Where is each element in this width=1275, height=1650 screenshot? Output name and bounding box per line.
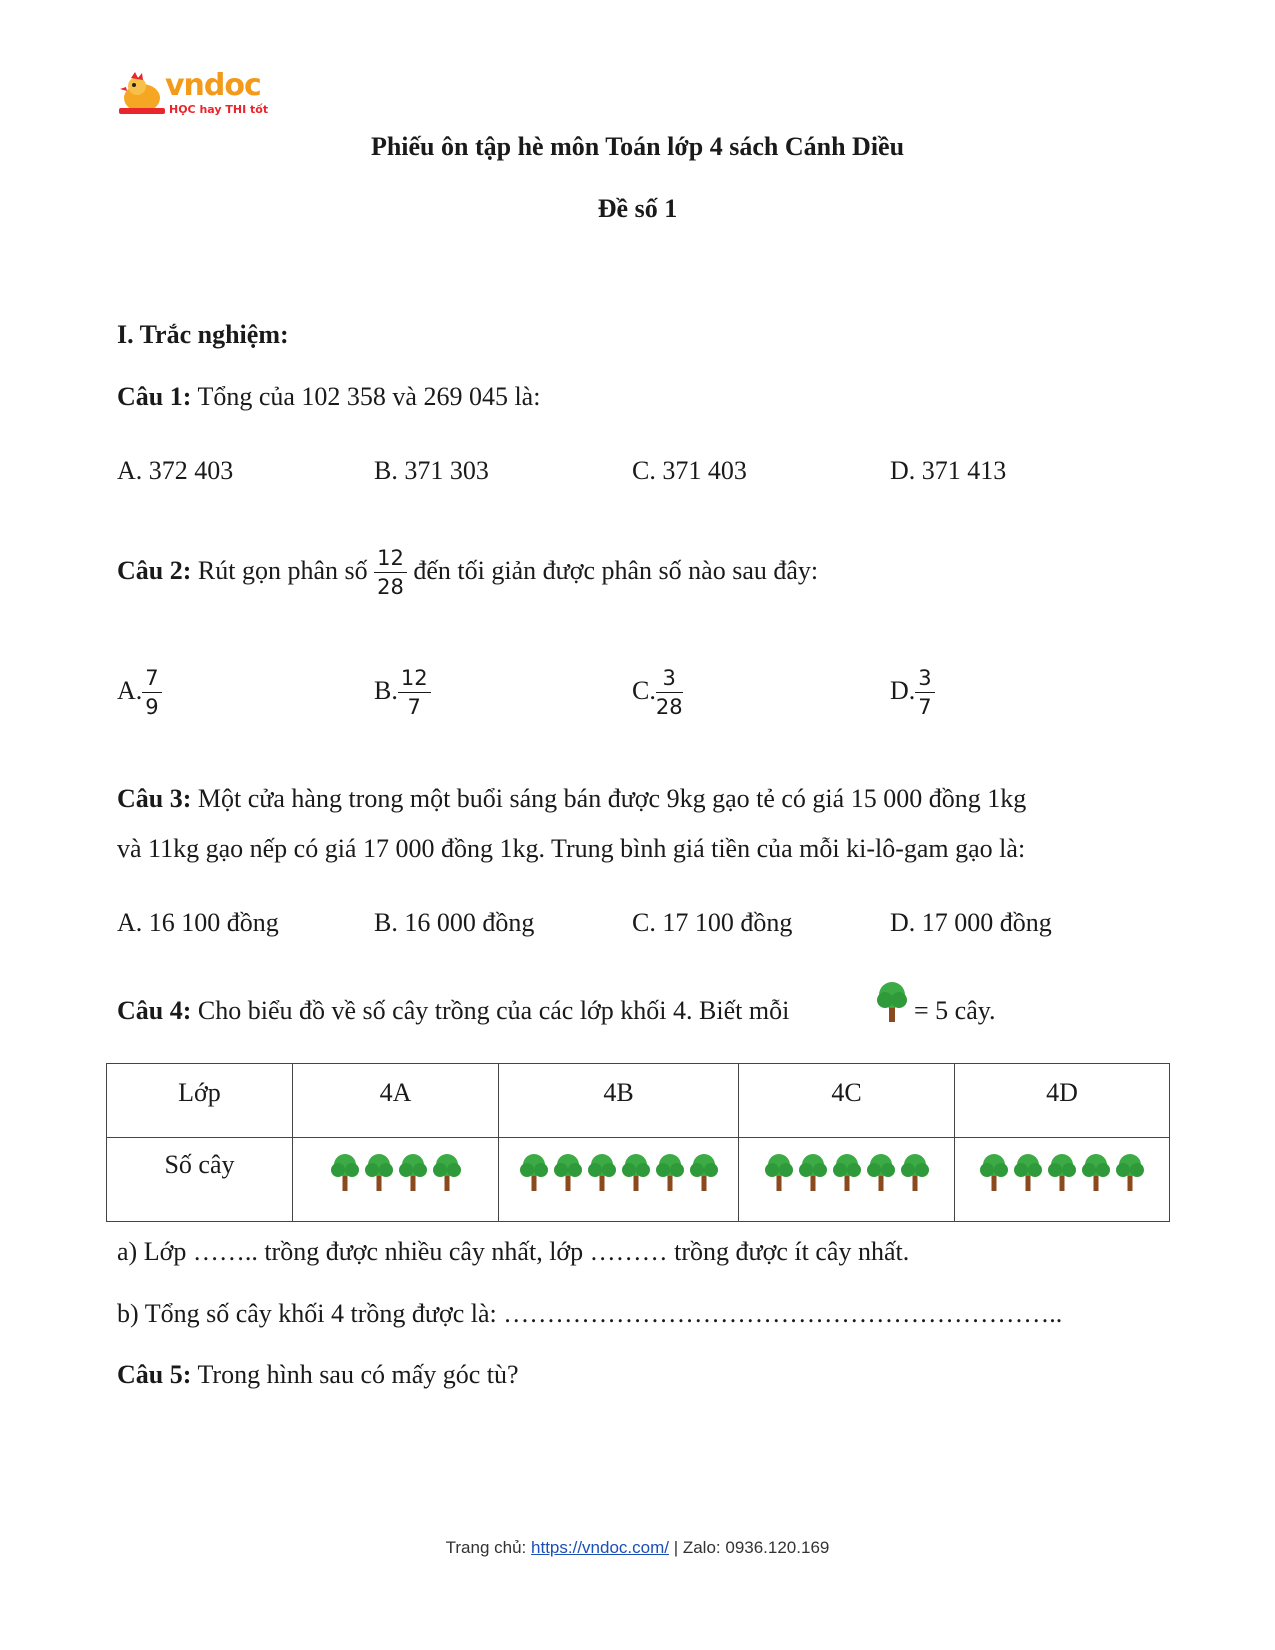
logo-wordmark: vndoc [165,68,261,103]
question-label: Câu 2: [117,556,192,586]
row-header-trees: Số cây [107,1138,293,1222]
trees-cell-4c [739,1138,955,1222]
fraction-denominator: 28 [377,575,404,600]
question-label: Câu 4: [117,996,192,1025]
q2-option-d [890,667,935,719]
question-text: Trong hình sau có mấy góc tù? [197,1360,519,1389]
tree-icon [518,1152,550,1199]
fraction [142,667,161,719]
table-row [107,1138,1170,1222]
question-text: Cho biểu đồ về số cây trồng của các lớp khối 4. Biết mỗi [197,996,790,1025]
question-1 [117,382,540,412]
tree-group [763,1150,931,1199]
tree-icon [1046,1152,1078,1199]
question-4a: a) Lớp …….. trồng được nhiều cây nhất, lớp ……… trồng được ít cây nhất. [117,1237,910,1266]
footer-prefix: Trang chủ: [445,1538,527,1557]
fraction [398,667,431,719]
fraction [656,667,683,719]
question-3-line-2: và 11kg gạo nếp có giá 17 000 đồng 1kg. Trung bình giá tiền của mỗi ki-lô-gam gạo là: [117,834,1026,863]
tree-icon [899,1152,931,1199]
tree-group [978,1150,1146,1199]
question-label: Câu 5: [117,1360,192,1389]
option-letter: D. [890,676,916,706]
question-2 [117,547,818,599]
fraction-denominator: 9 [145,695,159,720]
tree-icon [763,1152,795,1199]
tree-group [329,1150,463,1199]
tree-icon [1012,1152,1044,1199]
q3-option-b: B. 16 000 đồng [374,908,535,937]
logo-slogan: HỌC hay THI tốt [169,103,269,116]
class-4a: 4A [293,1064,499,1138]
tree-icon [586,1152,618,1199]
question-label: Câu 1: [117,382,192,411]
fraction-numerator: 7 [142,667,161,693]
option-letter: C. [632,676,656,706]
tree-icon [397,1152,429,1199]
question-text: đến tối giản được phân số nào sau đây: [413,556,819,586]
option-letter: B. [374,676,398,706]
tree-icon [654,1152,686,1199]
fraction-numerator: 3 [656,667,683,693]
tree-chart-table [106,1063,1170,1222]
page-footer [0,1538,1275,1558]
class-4c: 4C [739,1064,955,1138]
fraction-numerator: 3 [915,667,934,693]
q3-option-c: C. 17 100 đồng [632,908,793,937]
question-5 [117,1360,519,1390]
question-4 [117,996,789,1026]
q3-option-d: D. 17 000 đồng [890,908,1052,937]
q1-option-d: D. 371 413 [890,456,1007,485]
tree-icon [865,1152,897,1199]
tree-icon [620,1152,652,1199]
class-4b: 4B [499,1064,739,1138]
fraction-denominator: 28 [655,695,683,720]
tree-icon [797,1152,829,1199]
tree-icon [329,1152,361,1199]
q1-option-c: C. 371 403 [632,456,747,485]
tree-icon [688,1152,720,1199]
tree-icon [363,1152,395,1199]
q1-option-a: A. 372 403 [117,456,234,485]
tree-icon [1114,1152,1146,1199]
tree-legend-value: = 5 cây. [914,996,996,1025]
option-letter: A. [117,676,143,706]
fraction-denominator: 7 [918,695,932,720]
trees-cell-4d [955,1138,1170,1222]
tree-icon [552,1152,584,1199]
q3-option-a: A. 16 100 đồng [117,908,279,937]
vndoc-logo [117,68,277,120]
page-subtitle: Đề số 1 [597,194,678,223]
question-text: Tổng của 102 358 và 269 045 là: [197,382,541,411]
tree-icon [831,1152,863,1199]
class-4d: 4D [955,1064,1170,1138]
trees-cell-4a [293,1138,499,1222]
footer-contact: | Zalo: 0936.120.169 [673,1538,830,1557]
page-title: Phiếu ôn tập hè môn Toán lớp 4 sách Cánh Diều [370,132,905,161]
section-title: I. Trắc nghiệm: [117,320,289,349]
fraction-denominator: 7 [407,695,421,720]
q2-option-c [632,667,683,719]
question-4b: b) Tổng số cây khối 4 trồng được là: ……………………………………………………….. [117,1299,1063,1328]
fraction-numerator: 12 [374,547,407,573]
rooster-mascot-icon [117,70,167,116]
tree-legend-icon [874,980,910,1029]
q2-option-a [117,667,162,719]
question-label: Câu 3: [117,784,192,813]
q1-option-b: B. 371 303 [374,456,489,485]
tree-icon [431,1152,463,1199]
table-row [107,1064,1170,1138]
tree-icon [978,1152,1010,1199]
row-header-class: Lớp [107,1064,293,1138]
trees-cell-4b [499,1138,739,1222]
fraction [374,547,407,599]
tree-group [518,1150,720,1199]
question-text: Rút gọn phân số [197,556,368,586]
question-3 [117,784,1026,814]
question-text: Một cửa hàng trong một buổi sáng bán được 9kg gạo tẻ có giá 15 000 đồng 1kg [197,784,1027,813]
tree-icon [1080,1152,1112,1199]
homepage-link[interactable]: https://vndoc.com/ [531,1538,669,1557]
fraction-numerator: 12 [398,667,431,693]
fraction [915,667,934,719]
q2-option-b [374,667,431,719]
